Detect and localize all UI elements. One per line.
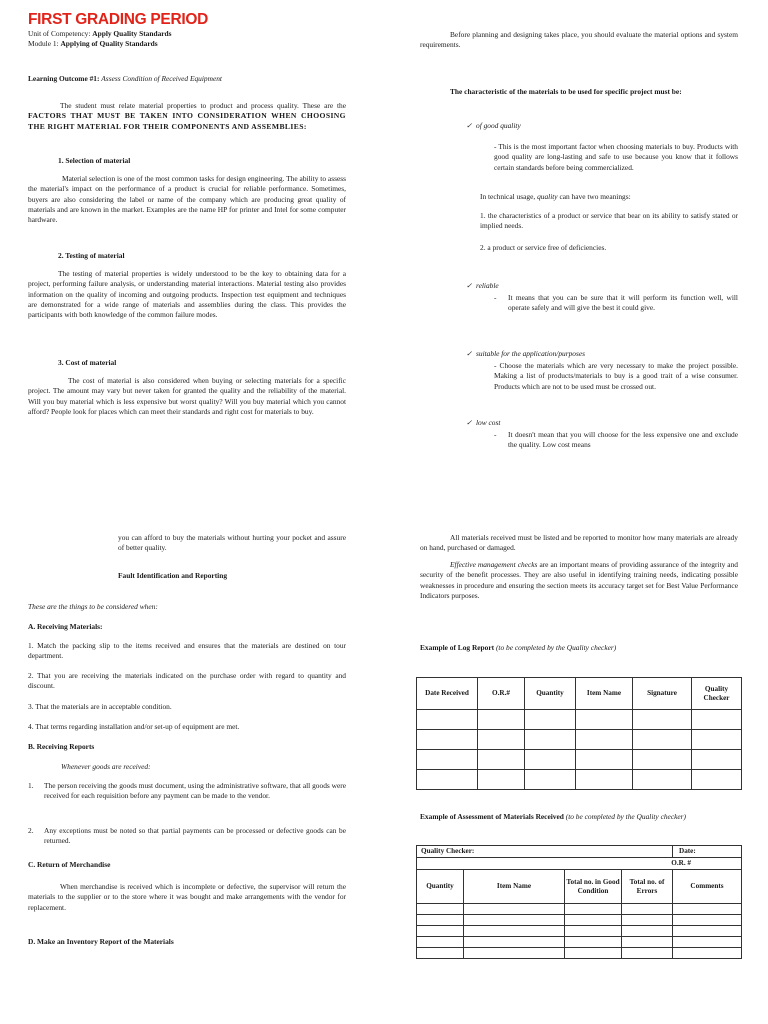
management-checks-text: are an important means of providing assurance of the integrity and security of the benefit processes. They are also useful in identifying training needs, indicating possible weaknesses in procedure and ensuring the section meets its accuracy target set for Best Value Performance Indicators purposes. xyxy=(420,560,738,600)
management-checks-paragraph xyxy=(420,560,738,601)
low-cost-item xyxy=(466,418,500,428)
dash-marker: - xyxy=(494,293,497,302)
table-row xyxy=(417,770,742,790)
checkmark-icon: ✓ xyxy=(466,121,473,130)
assessment-table xyxy=(416,845,742,959)
report-item-2: Any exceptions must be noted so that partial payments can be processed or defective goods can be returned. xyxy=(44,826,346,846)
reliable-desc: It means that you can be sure that it will perform its function well, will operate safely and will give the best it could give. xyxy=(508,293,738,313)
col-item-name: Item Name xyxy=(576,678,633,710)
reliable-label: reliable xyxy=(476,281,499,290)
log-heading-text: Example of Log Report xyxy=(420,643,495,652)
good-quality-item xyxy=(466,121,521,131)
or-number-field: O.R. # xyxy=(417,858,742,870)
factor-body-2: The testing of material properties is widely understood to be the key to obtaining data for a project, performing failure analysis, or understanding material interactions. Material testing also provides information on the quality of incoming and outgoing products. Inspection test equipment and techniques are demonstrated for a wide range of materials and assemblies during the class. This provides the participants with both knowledge of the common failure modes. xyxy=(28,269,346,320)
return-heading: C. Return of Merchandise xyxy=(28,860,111,869)
col-or-number: O.R.# xyxy=(478,678,525,710)
good-quality-label: of good quality xyxy=(476,121,521,130)
module-line xyxy=(28,39,158,49)
receiving-item-1: 1. Match the packing slip to the items received and ensures that the materials are destined on tour department. xyxy=(28,641,346,661)
col-date-received: Date Received xyxy=(417,678,478,710)
checkmark-icon: ✓ xyxy=(466,281,473,290)
low-cost-desc: It doesn't mean that you will choose for the less expensive one and exclude the quality. Low cost means xyxy=(508,430,738,450)
good-quality-desc: - This is the most important factor when choosing materials to buy. Products with good quality are long-lasting and safe to use because you know that it follows certain standards before being commercialized. xyxy=(494,142,738,172)
management-checks-italic: Effective management checks xyxy=(450,560,538,569)
unit-value: Apply Quality Standards xyxy=(92,29,172,38)
learning-outcome xyxy=(28,74,222,84)
checkmark-icon: ✓ xyxy=(466,418,473,427)
tech-prefix: In technical usage, xyxy=(480,192,536,201)
date-field: Date: xyxy=(673,846,742,858)
suitable-label: suitable for the application/purposes xyxy=(476,349,586,358)
factor-body-3: The cost of material is also considered when buying or selecting materials for a specific project. The amount may vary but never taken for granted the quality and the reliability of the material. Will you buy material which is less expensive but worst quality? Will you buy material which you cannot afford? People look for places which can meet their standards and right cost for materials to buy. xyxy=(28,376,346,416)
col-quality-checker: Quality Checker xyxy=(692,678,742,710)
return-body: When merchandise is received which is incomplete or defective, the supervisor will return the materials to the supplier or to the store where it was bought and make arrangements with the vendor for replacement. xyxy=(28,882,346,912)
unit-label: Unit of Competency: xyxy=(28,29,91,38)
table-row xyxy=(417,926,742,937)
col-quantity: Quantity xyxy=(525,678,576,710)
table-row xyxy=(417,915,742,926)
report-num-2: 2. xyxy=(28,826,34,835)
log-heading-note: (to be completed by the Quality checker) xyxy=(495,643,617,652)
fault-heading: Fault Identification and Reporting xyxy=(118,571,228,580)
factor-heading-1: 1. Selection of material xyxy=(58,156,131,165)
goods-received-lead: Whenever goods are received: xyxy=(61,762,151,771)
assess-heading-note: (to be completed by the Quality checker) xyxy=(565,812,686,821)
page-title: FIRST GRADING PERIOD xyxy=(28,11,209,28)
col-good-condition: Total no. in Good Condition xyxy=(565,870,622,904)
report-num-1: 1. xyxy=(28,781,34,790)
receiving-materials-heading: A. Receiving Materials: xyxy=(28,622,103,631)
tech-italic: quality xyxy=(537,192,558,201)
low-cost-continuation: you can afford to buy the materials without hurting your pocket and assure of better quality. xyxy=(118,533,346,553)
checkmark-icon: ✓ xyxy=(466,349,473,358)
intro-lead: The student must relate material properties to product and process quality. These are the xyxy=(60,101,346,110)
table-header-row xyxy=(417,870,742,904)
table-row xyxy=(417,750,742,770)
assessment-heading xyxy=(420,812,738,822)
quality-checker-field: Quality Checker: xyxy=(417,846,673,858)
assess-checker-row xyxy=(417,846,742,858)
col-comments: Comments xyxy=(673,870,742,904)
dash-marker: - xyxy=(494,430,497,439)
table-row xyxy=(417,710,742,730)
module-label: Module 1: xyxy=(28,39,59,48)
outcome-label: Learning Outcome #1: xyxy=(28,74,100,83)
intro-paragraph xyxy=(28,101,346,132)
col-item-name: Item Name xyxy=(464,870,565,904)
receiving-item-3: 3. That the materials are in acceptable condition. xyxy=(28,702,172,711)
col-errors: Total no. of Errors xyxy=(622,870,673,904)
assess-or-row xyxy=(417,858,742,870)
table-row xyxy=(417,730,742,750)
intro-caps: FACTORS THAT MUST BE TAKEN INTO CONSIDERATION WHEN CHOOSING THE RIGHT MATERIAL FOR THEIR COMPONENTS AND ASSEMBLIES xyxy=(28,111,346,131)
col-quantity: Quantity xyxy=(417,870,464,904)
table-row xyxy=(417,948,742,959)
unit-of-competency xyxy=(28,29,172,39)
receiving-reports-heading: B. Receiving Reports xyxy=(28,742,95,751)
log-report-table xyxy=(416,677,742,790)
col-signature: Signature xyxy=(633,678,692,710)
module-value: Applying of Quality Standards xyxy=(60,39,158,48)
receiving-item-2: 2. That you are receiving the materials indicated on the purchase order with regard to quantity and discount. xyxy=(28,671,346,691)
assess-heading-text: Example of Assessment of Materials Received xyxy=(420,812,564,821)
technical-usage xyxy=(480,192,631,202)
log-report-heading xyxy=(420,643,616,653)
receiving-item-4: 4. That terms regarding installation and/or set-up of equipment are met. xyxy=(28,722,240,731)
quality-meaning-2: 2. a product or service free of deficiencies. xyxy=(480,243,607,252)
factor-heading-2: 2. Testing of material xyxy=(58,251,125,260)
inventory-heading: D. Make an Inventory Report of the Materials xyxy=(28,937,174,946)
table-header-row xyxy=(417,678,742,710)
table-row xyxy=(417,904,742,915)
low-cost-label: low cost xyxy=(476,418,501,427)
characteristics-heading: The characteristic of the materials to be used for specific project must be: xyxy=(450,87,682,96)
factor-heading-3: 3. Cost of material xyxy=(58,358,117,367)
outcome-value: Assess Condition of Received Equipment xyxy=(101,74,222,83)
suitable-desc: - Choose the materials which are very necessary to make the project possible. Making a list of products/materials to buy is a good trait of a wise consumer. Products which are not to be used must be crossed out. xyxy=(494,361,738,391)
quality-meaning-1: 1. the characteristics of a product or service that bear on its ability to satisfy stated or implied needs. xyxy=(480,211,738,231)
reliable-item xyxy=(466,281,499,291)
evaluate-paragraph: Before planning and designing takes place, you should evaluate the material options and system requirements. xyxy=(420,30,738,50)
materials-listed-paragraph: All materials received must be listed and be reported to monitor how many materials are already on hand, purchased or damaged. xyxy=(420,533,738,553)
tech-suffix: can have two meanings: xyxy=(559,192,631,201)
report-item-1: The person receiving the goods must document, using the administrative software, that all goods were received for each requisition before any payment can be made to the vendor. xyxy=(44,781,346,801)
table-row xyxy=(417,937,742,948)
factor-body-1: Material selection is one of the most common tasks for design engineering. The ability to assess the material's impact on the performance of a product is crucial for reliable performance. Sometimes, buyers are also considering the label or name of the company which are producing great quality of materials and are known in the market. Examples are the name HP for printer and Intel for some computer hardware. xyxy=(28,174,346,225)
suitable-item xyxy=(466,349,585,359)
consider-line: These are the things to be considered when: xyxy=(28,602,158,611)
intro-tail: : xyxy=(303,121,307,131)
